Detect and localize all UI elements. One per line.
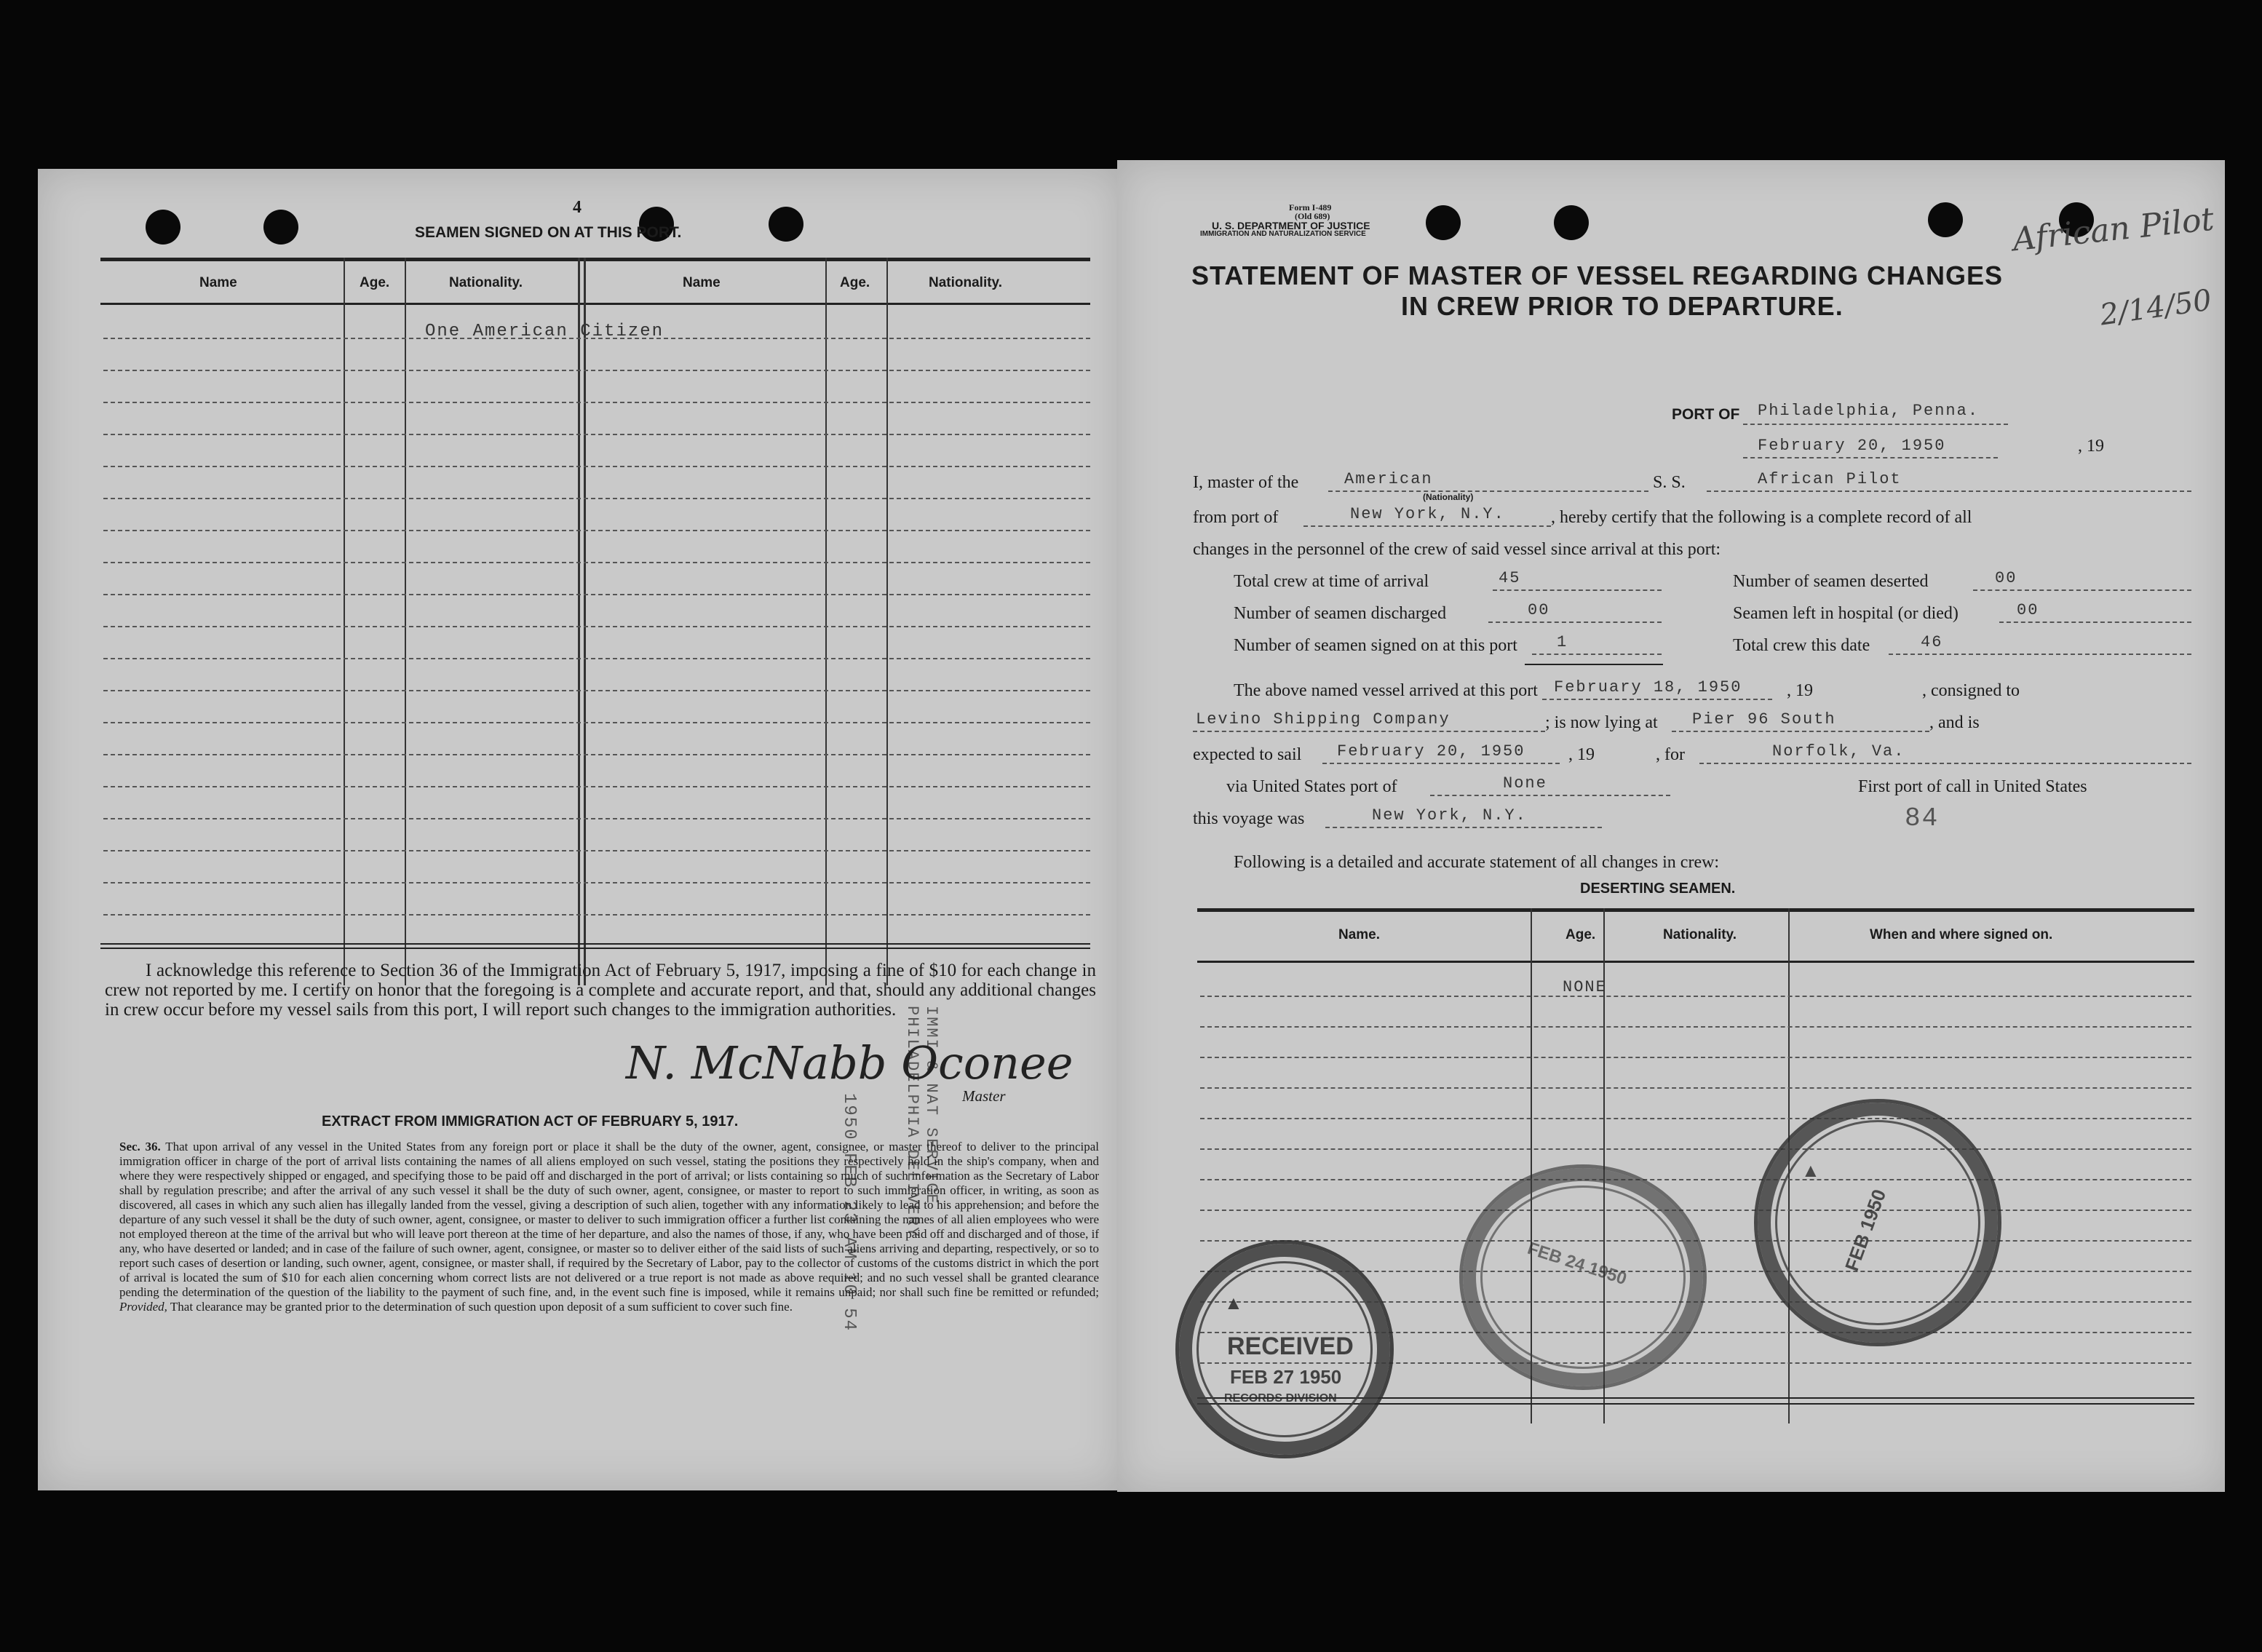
fill-line xyxy=(1743,424,2008,425)
received-stamp xyxy=(1175,1240,1394,1458)
form-number: Form I-489 xyxy=(1289,202,1332,213)
signed-on-value: 1 xyxy=(1557,633,1568,651)
none-entry: NONE xyxy=(1563,978,1607,996)
punch-hole xyxy=(1554,205,1589,240)
table-row-rule xyxy=(1200,996,2191,997)
for-label: , for xyxy=(1656,745,1685,764)
and-is-label: , and is xyxy=(1929,713,1980,732)
acknowledgment-text: I acknowledge this reference to Section 36 of the Immigration Act of February 5, 1917, imposing a fine of $10 for each change in crew not reported by me. I certify on honor that the foregoing is a complete and accurate report, and that, should any additional changes in crew occur before my vessel sails from this port, I will report such changes to the immigration authorities. xyxy=(105,961,1096,1020)
vessel-value: African Pilot xyxy=(1758,470,1902,488)
col-header-age-2: Age. xyxy=(840,275,870,290)
expected-value: February 20, 1950 xyxy=(1337,742,1525,761)
service: IMMIGRATION AND NATURALIZATION SERVICE xyxy=(1200,230,1366,238)
fill-line xyxy=(1322,763,1560,764)
table-row-rule xyxy=(103,594,1090,595)
table-row-rule xyxy=(103,722,1090,723)
table-row-rule xyxy=(103,562,1090,563)
port-label: PORT OF xyxy=(1672,406,1740,423)
punch-hole xyxy=(1426,205,1461,240)
stamp-mid-date: FEB 24 1950 xyxy=(1525,1238,1630,1290)
punch-hole xyxy=(1928,202,1963,237)
table-row-rule xyxy=(103,914,1090,916)
consigned-label: , consigned to xyxy=(1922,681,2020,700)
deserted-label: Number of seamen deserted xyxy=(1733,572,1929,591)
year-suffix: , 19 xyxy=(2078,437,2104,456)
ss-label: S. S. xyxy=(1653,473,1686,492)
form-title-line2: IN CREW PRIOR TO DEPARTURE. xyxy=(1401,291,1844,321)
signed-on-label: Number of seamen signed on at this port xyxy=(1234,636,1517,655)
right-page xyxy=(1117,160,2225,1492)
vertical-stamp-date: 1950 FEB 23 AM 10 54 xyxy=(839,1093,859,1333)
from-port-label: from port of xyxy=(1193,508,1279,527)
fill-line xyxy=(1542,699,1772,700)
fill-line xyxy=(1430,795,1670,796)
stamp-number: 84 xyxy=(1905,803,1940,833)
hospital-label: Seamen left in hospital (or died) xyxy=(1733,604,1959,623)
signature-role: Master xyxy=(962,1087,1006,1105)
fill-line xyxy=(1889,654,2191,655)
col-header-nationality: Nationality. xyxy=(1663,927,1737,942)
vertical-stamp-2: PHILADELPHIA DELIVERY xyxy=(903,1006,921,1239)
nationality-value: American xyxy=(1344,470,1433,488)
table-row-rule xyxy=(103,626,1090,627)
col-divider xyxy=(886,258,888,985)
discharged-label: Number of seamen discharged xyxy=(1234,604,1447,623)
total-crew-arrival-value: 45 xyxy=(1499,569,1521,587)
handwritten-date: 2/14/50 xyxy=(2098,283,2214,333)
table-row-rule xyxy=(103,754,1090,755)
right-stamp xyxy=(1754,1099,2001,1346)
table-row-rule xyxy=(1200,1148,2191,1150)
from-port-value: New York, N.Y. xyxy=(1350,505,1505,523)
col-header-age: Age. xyxy=(360,275,390,290)
arrived-label: The above named vessel arrived at this port xyxy=(1234,681,1538,700)
lying-label: ; is now lying at xyxy=(1545,713,1658,732)
form-old-number: (Old 689) xyxy=(1295,211,1330,221)
page-number: 4 xyxy=(573,198,582,217)
table-row-rule xyxy=(1200,1026,2191,1028)
fill-line xyxy=(1699,763,2191,764)
col-divider xyxy=(405,258,406,985)
table-row-rule xyxy=(1200,1057,2191,1058)
fill-line xyxy=(1488,622,1662,623)
col-header-nationality: Nationality. xyxy=(449,275,523,290)
extract-text: That upon arrival of any vessel in the United States from any foreign port or place it shall be the duty of the owner, agent, consignee, or master thereof to deliver to the principal immigration officer in charge of the port of arrival lists containing the names of all aliens employed on such vessel, stating the positions they respectively hold in the ship's company, when and where they were respectively shipped or engaged, and specifying those to be paid off and discharged in the port of arrival; or lists containing so much of such information as the Secretary of Labor shall by regulation prescribe; and after the arrival of any such vessel it shall be the duty of such owner, agent, consignee, or master to report to such immigration officer, in writing, as soon as discovered, all cases in which any such alien has illegally landed from the vessel, giving a description of such alien, together with any information likely to lead to his apprehension; and before the departure of any such vessel it shall be the duty of such owner, agent, consignee, or master to deliver to such immigration officer a further list containing the names of all alien employees who were not employed thereon at the time of the arrival but who will leave port thereon at the time of her departure, and also the names of those, if any, who have been paid off and discharged and of those, if any, who have deserted or landed; and in case of the failure of such owner, agent, consignee, or master so to deliver either of the said lists of such aliens arriving and departing, respectively, or so to report such cases of desertion or landing, such owner, agent, consignee, or master shall, if required by the Secretary of Labor, pay to the collector of customs of the customs district in which the port of arrival is located the sum of $10 for each alien concerning whom correct lists are not delivered or a true report is not made as above required; and no such vessel shall be granted clearance pending the determination of the question of the liability to the payment of such fine, and, in the event such fine is imposed, while it remains unpaid; nor shall such fine be remitted or refunded; xyxy=(119,1140,1099,1299)
table-top-rule xyxy=(1197,908,2194,912)
col-header-nationality-2: Nationality. xyxy=(929,275,1002,290)
expected-year: , 19 xyxy=(1568,745,1595,764)
table-row-rule xyxy=(103,658,1090,659)
punch-hole xyxy=(146,210,180,245)
changes-text: changes in the personnel of the crew of said vessel since arrival at this port: xyxy=(1193,540,1721,559)
voyage-value: New York, N.Y. xyxy=(1372,806,1527,825)
extract-proviso: Provided, xyxy=(119,1300,167,1314)
punch-hole xyxy=(769,207,803,242)
fill-line xyxy=(1707,491,2191,492)
fill-line xyxy=(1999,622,2191,623)
deserted-value: 00 xyxy=(1995,569,2017,587)
vertical-stamp-1: IMMI & NAT SERVICE xyxy=(922,1006,940,1205)
col-divider xyxy=(825,258,827,985)
table-row-rule xyxy=(103,786,1090,787)
extract-title: EXTRACT FROM IMMIGRATION ACT OF FEBRUARY 5, 1917. xyxy=(322,1113,739,1129)
table-top-rule xyxy=(100,258,1090,261)
table-row-rule xyxy=(103,402,1090,403)
col-header-name-2: Name xyxy=(683,275,721,290)
stamp-right-date: FEB 1950 xyxy=(1840,1186,1891,1274)
arrived-year: , 19 xyxy=(1787,681,1813,700)
extract-section: Sec. 36. xyxy=(119,1140,161,1153)
fill-line xyxy=(1532,654,1662,655)
via-value: None xyxy=(1503,774,1547,793)
extract-body xyxy=(119,1140,1099,1314)
col-divider xyxy=(578,258,580,985)
col-header-age: Age. xyxy=(1565,927,1596,942)
table-bottom-rule xyxy=(100,948,1090,949)
date-value: February 20, 1950 xyxy=(1758,437,1946,455)
table-bottom-rule xyxy=(100,943,1090,945)
col-header-signed-on: When and where signed on. xyxy=(1870,927,2053,942)
table-row-rule xyxy=(103,498,1090,499)
certify-text: , hereby certify that the following is a complete record of all xyxy=(1551,508,1972,527)
table-row-rule xyxy=(103,466,1090,467)
first-port-label: First port of call in United States xyxy=(1858,777,2087,796)
col-header-name: Name. xyxy=(1338,927,1381,942)
fill-line xyxy=(1303,525,1551,527)
col-header-name: Name xyxy=(199,275,237,290)
stamp-arrow-icon: ▲ xyxy=(1224,1292,1243,1314)
sum-rule xyxy=(1525,664,1663,665)
table-row-rule xyxy=(103,434,1090,435)
fill-line xyxy=(1325,827,1602,828)
total-crew-date-label: Total crew this date xyxy=(1733,636,1870,655)
deserting-heading: DESERTING SEAMEN. xyxy=(1580,881,1736,897)
nationality-caption: (Nationality) xyxy=(1423,492,1474,502)
table-row-rule xyxy=(103,850,1090,851)
stamp-received-date: FEB 27 1950 xyxy=(1230,1366,1342,1388)
consignee-value: Levino Shipping Company xyxy=(1196,710,1451,728)
department: U. S. DEPARTMENT OF JUSTICE xyxy=(1212,220,1370,231)
discharged-value: 00 xyxy=(1528,601,1550,619)
form-title-line1: STATEMENT OF MASTER OF VESSEL REGARDING CHANGES xyxy=(1191,261,2004,290)
left-page xyxy=(38,169,1121,1490)
fill-line xyxy=(1672,731,1929,732)
table-header-rule xyxy=(1197,961,2194,963)
table-row-rule xyxy=(103,370,1090,371)
extract-end: That clearance may be granted prior to the determination of such question upon deposit of a sum sufficient to cover such fine. xyxy=(170,1300,793,1314)
table-row-rule xyxy=(1200,1179,2191,1180)
punch-hole xyxy=(263,210,298,245)
via-label: via United States port of xyxy=(1226,777,1397,796)
arrived-value: February 18, 1950 xyxy=(1554,678,1742,696)
left-heading: SEAMEN SIGNED ON AT THIS PORT. xyxy=(415,224,682,241)
table-row-rule xyxy=(1200,1118,2191,1119)
fill-line xyxy=(1973,589,2191,591)
table-header-rule xyxy=(100,303,1090,305)
fill-line xyxy=(1493,589,1662,591)
col-divider xyxy=(344,258,345,985)
total-crew-date-value: 46 xyxy=(1921,633,1943,651)
fill-line xyxy=(1328,491,1648,492)
master-signature: N. McNabb Oconee xyxy=(626,1036,1074,1089)
expected-label: expected to sail xyxy=(1193,745,1302,764)
table-row-rule xyxy=(1200,1087,2191,1089)
stamp-arrow-icon: ▲ xyxy=(1801,1159,1820,1181)
table-row-rule xyxy=(103,690,1090,691)
fill-line xyxy=(1743,457,1998,458)
table-row-rule xyxy=(103,882,1090,883)
mid-stamp xyxy=(1459,1164,1707,1390)
total-crew-arrival-label: Total crew at time of arrival xyxy=(1234,572,1429,591)
stamp-ring xyxy=(1480,1186,1686,1369)
following-text: Following is a detailed and accurate statement of all changes in crew: xyxy=(1234,853,1720,872)
hospital-value: 00 xyxy=(2017,601,2039,619)
port-value: Philadelphia, Penna. xyxy=(1758,402,1980,420)
for-value: Norfolk, Va. xyxy=(1772,742,1905,761)
handwritten-vessel-note: African Pilot xyxy=(2011,200,2216,259)
lying-value: Pier 96 South xyxy=(1692,710,1836,728)
table-row-rule xyxy=(103,818,1090,819)
col-divider xyxy=(584,258,586,985)
fill-line xyxy=(1193,731,1545,732)
stamp-received-label: RECEIVED xyxy=(1227,1333,1354,1360)
table-row-rule xyxy=(1200,1210,2191,1211)
master-of-label: I, master of the xyxy=(1193,473,1299,492)
table-row-rule xyxy=(103,530,1090,531)
stamp-received-sub: RECORDS DIVISION xyxy=(1224,1392,1337,1405)
table-entry: One American Citizen xyxy=(425,322,664,341)
voyage-label: this voyage was xyxy=(1193,809,1305,828)
